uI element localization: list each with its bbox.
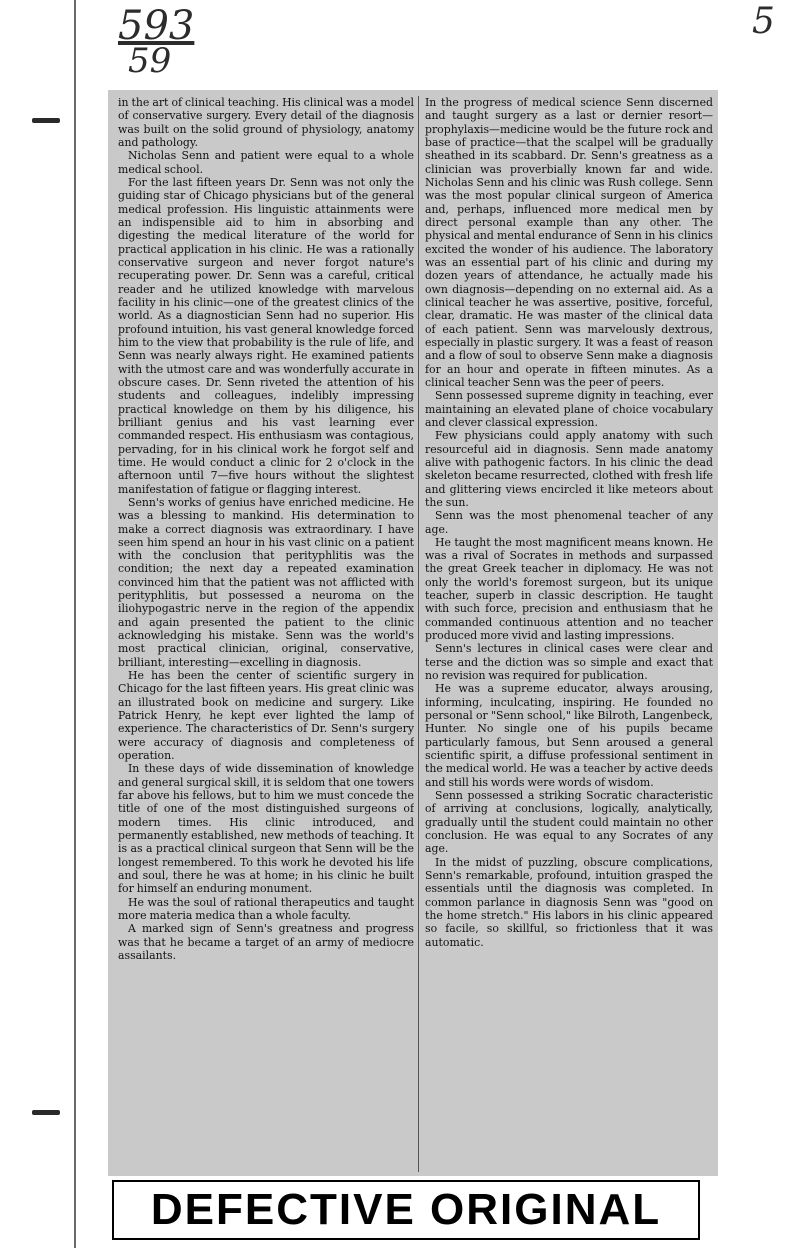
left-paragraph: Senn's works of genius have enriched medicine. He was a blessing to mankind. His determination to make a correct diagnosis was extraordinary. I have seen him spend an hour in his vast clinic on a patient with the conclusion that perityphlitis was the condition; the next day a repeated examination convinced him that the patient was not afflicted with perityphlitis, but possessed a neuroma on the iliohypogastric nerve in the region of the appendix and again presented the patient to the clinic acknowledging his mistake. Senn was the world's most practical clinician, original, conservative, brilliant, interesting—excelling in diagnosis. (118, 495, 414, 669)
left-paragraph: He has been the center of scientific surgery in Chicago for the last fifteen years. His great clinic was an illustrated book on medicine and surgery. Like Patrick Henry, he kept ever lighted the lamp of experience. The characteristics of Dr. Senn's surgery were accuracy of diagnosis and completeness of operation. (118, 669, 414, 763)
defective-original-stamp (112, 1180, 700, 1240)
right-paragraph: He taught the most magnificent means known. He was a rival of Socrates in methods and surpassed the great Greek teacher in diplomacy. He was not only the world's foremost surgeon, but its unique teacher, superb in classic description. He taught with such force, precision and enthusiasm that he commanded continuous attention and no teacher produced more vivid and lasting impressions. (425, 535, 713, 643)
right-paragraph: Senn possessed a striking Socratic characteristic of arriving at conclusions, logically, analytically, gradually until the student could maintain no other conclusion. He was equal to any Socrates of any age. (425, 789, 713, 856)
handwritten-number-second: 59 (128, 41, 172, 81)
right-paragraph: Few physicians could apply anatomy with such resourceful aid in diagnosis. Senn made anatomy alive with pathogenic factors. In his clinic the dead skeleton became resurrected, clothed with fresh life and glittering views encircled it like meteors about the sun. (425, 429, 713, 509)
left-paragraph: He was the soul of rational therapeutics and taught more materia medica than a whole faculty. (118, 895, 414, 923)
handwritten-page-number: 5 (752, 1, 775, 42)
left-paragraph: In these days of wide dissemination of knowledge and general surgical skill, it is seldom that one towers far above his fellows, but to him we must concede the title of one of the most distinguished surgeons of modern times. His clinic introduced, and permanently established, new methods of teaching. It is as a practical clinical surgeon that Senn will be the longest remembered. To this work he devoted his life and soul, there he was at home; in his clinic he built for himself an enduring monument. (118, 762, 414, 896)
column-divider (418, 96, 419, 1172)
margin-mark-top (32, 118, 60, 123)
right-paragraph: Senn's lectures in clinical cases were clear and terse and the diction was so simple and exact that no revision was required for publication. (425, 642, 713, 683)
right-paragraph: He was a supreme educator, always arousing, informing, inculcating, inspiring. He founded no personal or "Senn school," like Bilroth, Langenbeck, Hunter. No single one of his pupils became particularly famous, but Senn aroused a general scientific spirit, a diffuse professional sentiment in the medical world. He was a teacher by active deeds and still his words were words of wisdom. (425, 682, 713, 789)
page-edge-rule (74, 0, 76, 1248)
handwritten-number-top: 593 (118, 3, 195, 49)
right-paragraph: In the midst of puzzling, obscure complications, Senn's remarkable, profound, intuition grasped the essentials until the diagnosis was completed. In common parlance in diagnosis Senn was "good on the home stretch." His labors in his clinic appeared so facile, so skillful, so frictionless that it was automatic. (425, 855, 713, 949)
margin-mark-bottom (32, 1110, 60, 1115)
article-left-column (118, 96, 414, 1174)
left-paragraph: A marked sign of Senn's greatness and progress was that he became a target of an army of mediocre assailants. (118, 922, 414, 962)
left-paragraph: Nicholas Senn and patient were equal to a whole medical school. (118, 149, 414, 176)
right-paragraph: Senn was the most phenomenal teacher of any age. (425, 509, 713, 536)
right-paragraph: In the progress of medical science Senn discerned and taught surgery as a last or dernier resort—prophylaxis—medicine would be the future rock and base of practice—that the scalpel will be gradually sheathed in its scabbard. Dr. Senn's greatness as a clinician was proverbially known far and wide. Nicholas Senn and his clinic was Rush college. Senn was the most popular clinical surgeon of America and, perhaps, influenced more medical men by direct personal example than any other. The physical and mental endurance of Senn in his clinics excited the wonder of his audience. The laboratory was an essential part of his clinic and during my dozen years of attendance, he actually made his own diagnosis—depending on no external aid. As a clinical teacher he was assertive, positive, forceful, clear, dramatic. He was master of the clinical data of each patient. Senn was marvelously dextrous, especially in plastic surgery. It was a feast of reason and a flow of soul to observe Senn make a diagnosis for an hour and operate in fifteen minutes. As a clinical teacher Senn was the peer of peers. (425, 96, 713, 389)
left-paragraph: For the last fifteen years Dr. Senn was not only the guiding star of Chicago physicians but of the general medical profession. His linguistic attainments were an indispensible aid to him in absorbing and digesting the medical literature of the world for practical application in his clinic. He was a rationally conservative surgeon and never forgot nature's recuperating power. Dr. Senn was a careful, critical reader and he utilized knowledge with marvelous facility in his clinic—one of the greatest clinics of the world. As a diagnostician Senn had no superior. His profound intuition, his vast general knowledge forced him to the view that probability is the rule of life, and Senn was nearly always right. He examined patients with the utmost care and was wonderfully accurate in obscure cases. Dr. Senn riveted the attention of his students and colleagues, indelibly impressing practical knowledge on them by his diligence, his brilliant genius and his vast learning ever commanded respect. His enthusiasm was contagious, pervading, for in his clinical work he forgot self and time. He would conduct a clinic for 2 o'clock in the afternoon until 7—five hours without the slightest manifestation of fatigue or flagging interest. (118, 175, 414, 496)
article-right-column (425, 96, 713, 1174)
stamp-text: DEFECTIVE ORIGINAL (150, 1185, 662, 1234)
left-paragraph: in the art of clinical teaching. His clinical was a model of conservative surgery. Every detail of the diagnosis was built on the solid ground of physiology, anatomy and pathology. (118, 96, 414, 149)
right-paragraph: Senn possessed supreme dignity in teaching, ever maintaining an elevated plane of choice vocabulary and clever classical expression. (425, 389, 713, 429)
